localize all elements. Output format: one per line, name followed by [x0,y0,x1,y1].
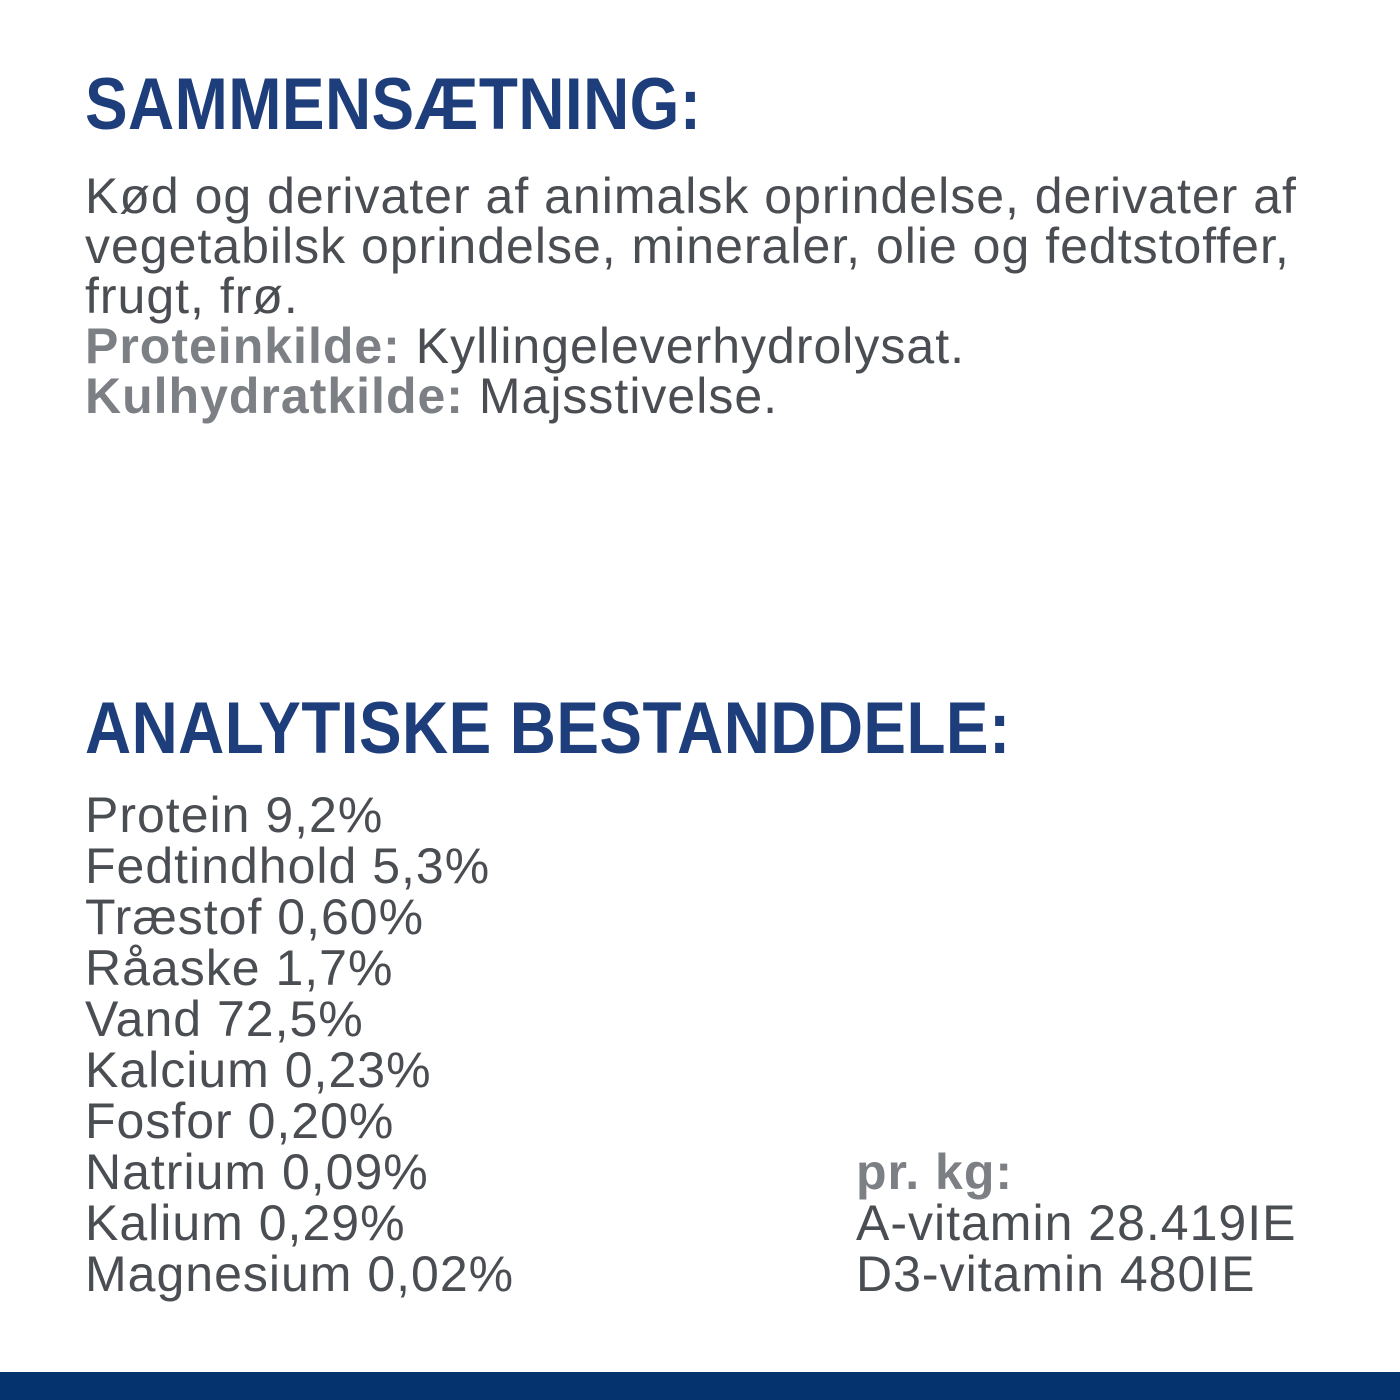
vitamin-name: D3-vitamin [856,1246,1105,1302]
analysis-row [85,889,514,945]
composition-heading: SAMMENSÆTNING: [85,64,702,145]
nutrient-value: 0,60% [277,889,425,945]
analysis-row [85,1195,514,1251]
nutrient-value: 9,2% [265,787,384,843]
analysis-row [85,1246,515,1302]
nutrient-value: 0,23% [284,1042,432,1098]
analysis-row [85,940,514,996]
nutrient-name: Vand [85,991,203,1047]
analysis-row [85,991,514,1047]
nutrient-name: Kalium [85,1195,244,1251]
protein-source-line [85,318,1355,374]
composition-text-block [85,168,1355,424]
vitamin-name: A-vitamin [856,1195,1074,1251]
analysis-list [85,787,515,1302]
protein-source-value: Kyllingeleverhydrolysat. [415,318,965,374]
nutrient-value: 5,3% [372,838,491,894]
nutrient-name: Træstof [85,889,263,945]
nutrient-value: 72,5% [216,991,364,1047]
vitamin-value: 28.419IE [1088,1195,1297,1251]
nutrient-value: 0,29% [258,1195,406,1251]
vitamin-row [856,1246,1296,1302]
vitamin-row [856,1195,1297,1251]
carbohydrate-source-line [85,368,1355,424]
nutrient-value: 0,09% [281,1144,429,1200]
analysis-row [85,1093,514,1149]
analysis-row [85,838,514,894]
bottom-brand-bar [0,1372,1400,1400]
carbohydrate-source-value: Majsstivelse. [478,368,779,424]
analysis-row [85,787,514,843]
composition-description: Kød og derivater af animalsk oprindelse, derivater af vegetabilsk oprindelse, mineraler, olie og fedtstoffer, frugt, frø. [85,168,1297,324]
nutrient-name: Magnesium [85,1246,353,1302]
per-kg-label: pr. kg: [856,1144,1014,1200]
nutrient-name: Kalcium [85,1042,270,1098]
nutrient-name: Fosfor [85,1093,233,1149]
nutrient-value: 0,20% [247,1093,395,1149]
nutrient-name: Råaske [85,940,261,996]
nutrient-name: Fedtindhold [85,838,358,894]
nutrient-name: Protein [85,787,251,843]
vitamin-value: 480IE [1119,1246,1256,1302]
protein-source-label: Proteinkilde: [85,318,401,374]
per-kg-block [856,1144,1297,1302]
analysis-row [85,1144,514,1200]
analysis-row [85,1042,514,1098]
analysis-heading: ANALYTISKE BESTANDDELE: [85,688,1011,769]
nutrient-value: 0,02% [367,1246,515,1302]
nutrient-value: 1,7% [275,940,394,996]
nutrient-name: Natrium [85,1144,268,1200]
carbohydrate-source-label: Kulhydratkilde: [85,368,464,424]
